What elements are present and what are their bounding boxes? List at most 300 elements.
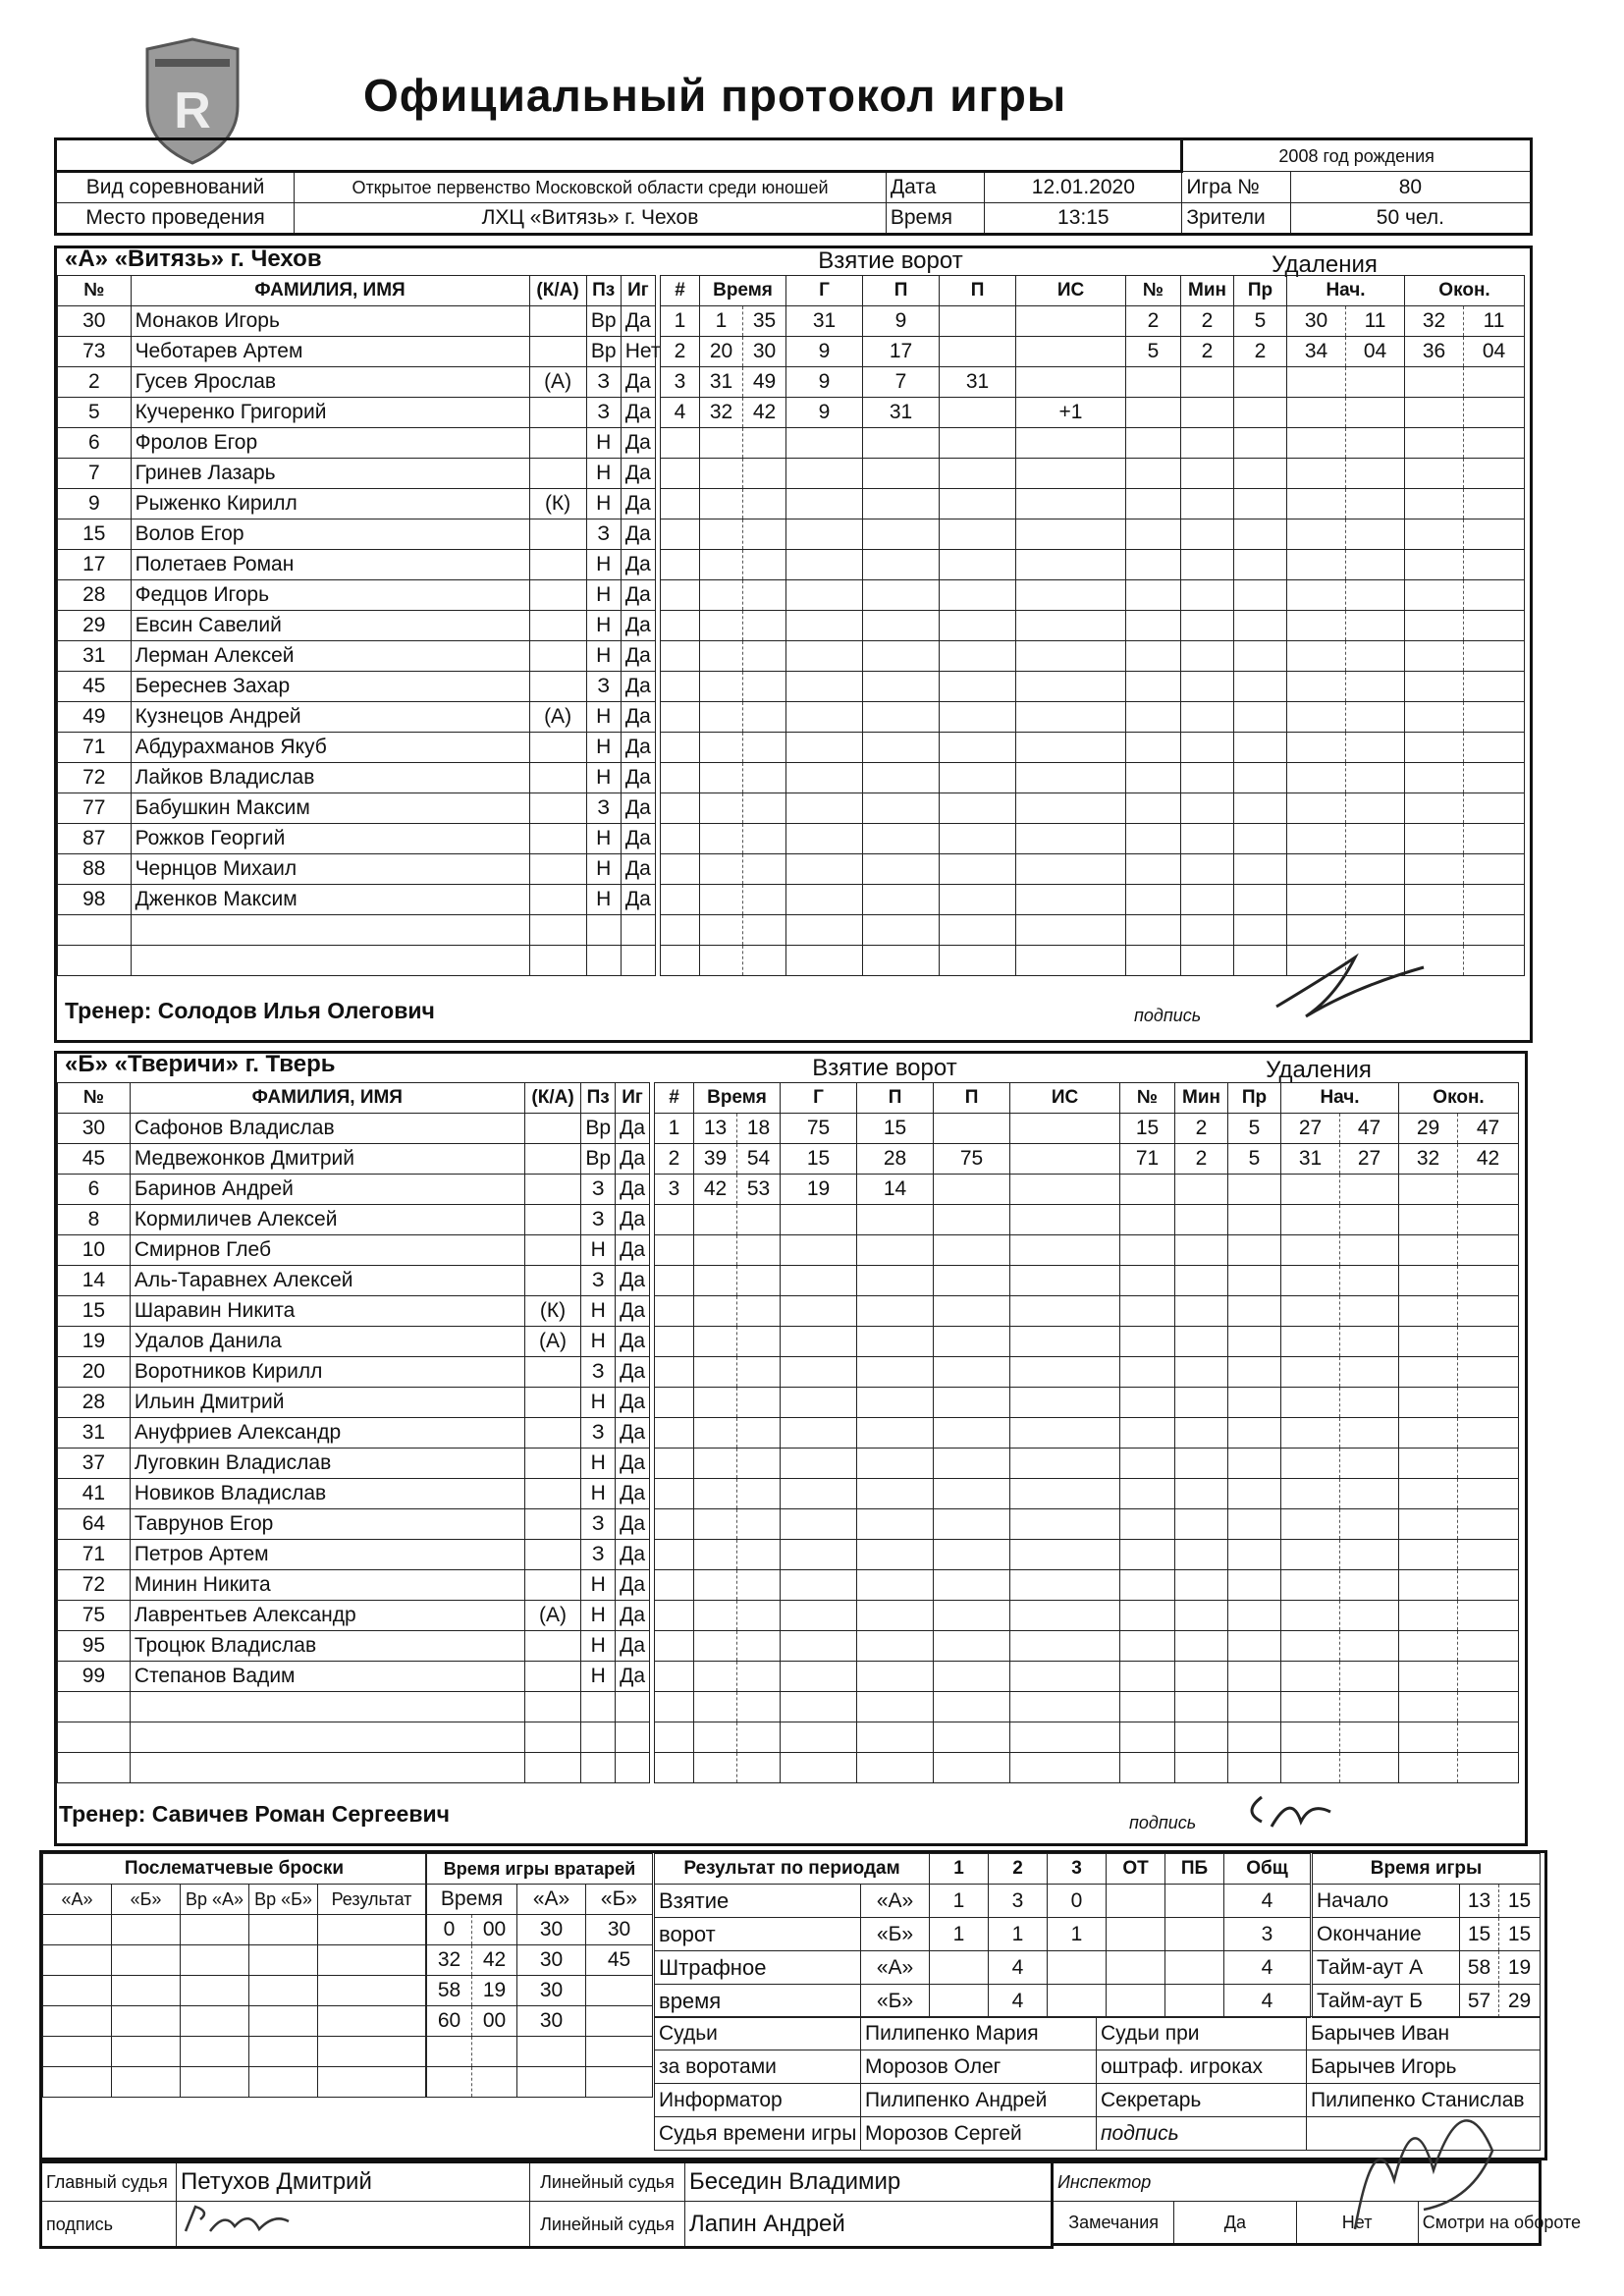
pen-player (1126, 885, 1181, 915)
goal-scorer (781, 1601, 857, 1631)
player-number: 75 (58, 1601, 131, 1631)
penalty-row (1120, 1631, 1519, 1662)
pen-start-min (1287, 428, 1346, 459)
goal-assist2 (940, 793, 1016, 824)
penalty-row (1126, 459, 1525, 489)
player-row (58, 398, 656, 428)
player-plays: Да (621, 550, 655, 580)
player-plays: Да (616, 1631, 650, 1662)
player-position: Н (586, 733, 621, 763)
pen-start-min (1287, 550, 1346, 580)
goal-situation (1010, 1449, 1120, 1479)
period-score: 1 (930, 1885, 989, 1918)
goal-number (661, 946, 700, 976)
shootout-col-header: «Б» (112, 1885, 181, 1915)
goal-assist2 (934, 1570, 1010, 1601)
penalty-row (1126, 885, 1525, 915)
period-score: 4 (989, 1985, 1048, 2018)
player-name: Аль-Таравнех Алексей (130, 1266, 524, 1296)
team-b-title: «Б» «Тверичи» г. Тверь (65, 1051, 336, 1077)
goal-number: 4 (661, 398, 700, 428)
player-role: (А) (524, 1327, 580, 1357)
player-number: 20 (58, 1357, 131, 1388)
goalie-time-cell (427, 2037, 472, 2067)
shootout-cell (181, 1915, 249, 1945)
player-plays: Да (616, 1388, 650, 1418)
penalty-row (1120, 1753, 1519, 1783)
shootout-cell (318, 1945, 426, 1976)
player-row (58, 672, 656, 702)
player-number: 28 (58, 580, 132, 611)
penalty-row (1120, 1144, 1519, 1175)
player-number: 45 (58, 1144, 131, 1175)
pen-minutes (1181, 489, 1234, 519)
player-role (529, 854, 586, 885)
goal-number (661, 733, 700, 763)
player-row (58, 1388, 650, 1418)
player-number (58, 1692, 131, 1722)
player-role (524, 1753, 580, 1783)
penalty-row (1126, 519, 1525, 550)
pen-player (1126, 459, 1181, 489)
official-cell: Судьи (655, 2017, 861, 2050)
goal-number (655, 1509, 694, 1540)
pen-end-sec (1464, 702, 1525, 733)
goal-number (661, 519, 700, 550)
player-role (529, 459, 586, 489)
pen-end-min (1399, 1722, 1458, 1753)
pen-reason-header: Пр (1228, 1083, 1281, 1114)
svg-text:R: R (174, 82, 211, 139)
goal-situation (1010, 1479, 1120, 1509)
player-row (58, 1601, 650, 1631)
player-role (529, 398, 586, 428)
pen-start-min: 31 (1281, 1144, 1340, 1175)
pen-player (1120, 1418, 1175, 1449)
goal-row (661, 306, 1126, 337)
goal-row (655, 1205, 1120, 1235)
goalie-time-col: Время (427, 1885, 517, 1915)
goal-second (743, 824, 786, 854)
pen-end-min (1399, 1570, 1458, 1601)
goal-assist2 (934, 1175, 1010, 1205)
pen-num-header: № (1126, 276, 1181, 306)
shootout-cell (318, 2006, 426, 2037)
shootout-cell (112, 2037, 181, 2067)
goal-number: 1 (661, 306, 700, 337)
goal-situation (1010, 1144, 1120, 1175)
game-time-cell: Окончание (1313, 1918, 1460, 1951)
pen-player (1120, 1570, 1175, 1601)
pen-start-sec: 47 (1340, 1114, 1399, 1144)
player-role (524, 1266, 580, 1296)
player-name: Кучеренко Григорий (131, 398, 529, 428)
team-b-goals-table (654, 1082, 1120, 1783)
pen-minutes (1175, 1479, 1228, 1509)
pen-end-min (1405, 428, 1464, 459)
goal-situation (1010, 1601, 1120, 1631)
pen-minutes: 2 (1181, 337, 1234, 367)
goal-situation (1010, 1266, 1120, 1296)
goal-situation (1016, 702, 1126, 733)
goal-row (661, 641, 1126, 672)
goal-assist1 (857, 1266, 934, 1296)
goal-assist2 (940, 611, 1016, 641)
pen-player (1126, 672, 1181, 702)
pen-start-sec (1346, 672, 1405, 702)
pen-start-sec (1340, 1235, 1399, 1266)
period-col-header: 3 (1048, 1854, 1107, 1885)
goal-minute (694, 1601, 737, 1631)
player-number: 9 (58, 489, 132, 519)
penalty-row (1120, 1388, 1519, 1418)
player-plays (616, 1692, 650, 1722)
goal-assist2 (940, 550, 1016, 580)
player-role (529, 611, 586, 641)
inspector-signature (1335, 2062, 1512, 2239)
pen-minutes (1175, 1692, 1228, 1722)
col-plays-header: Иг (616, 1083, 650, 1114)
period-team-label: «Б» (861, 1985, 930, 2018)
player-plays: Да (621, 398, 655, 428)
player-plays (621, 946, 655, 976)
pen-minutes (1181, 763, 1234, 793)
pen-player (1126, 733, 1181, 763)
shootout-cell (318, 2037, 426, 2067)
player-row (58, 1418, 650, 1449)
goal-second (737, 1753, 781, 1783)
pen-start-sec (1346, 641, 1405, 672)
col-ka-header: (К/А) (529, 276, 586, 306)
player-plays (616, 1722, 650, 1753)
pen-end-sec (1464, 550, 1525, 580)
goal-number (661, 702, 700, 733)
goal-row (655, 1662, 1120, 1692)
pen-minutes (1175, 1753, 1228, 1783)
goal-number (655, 1296, 694, 1327)
pen-reason (1228, 1631, 1281, 1662)
goalie-time-cell: 30 (517, 1945, 586, 1976)
goal-row (655, 1570, 1120, 1601)
player-role (524, 1449, 580, 1479)
goal-row (661, 367, 1126, 398)
player-position: З (586, 398, 621, 428)
player-row (58, 1540, 650, 1570)
goal-number (655, 1388, 694, 1418)
period-score: 3 (989, 1885, 1048, 1918)
goal-number (655, 1357, 694, 1388)
goal-row (655, 1114, 1120, 1144)
pen-minutes (1175, 1205, 1228, 1235)
penalty-row (1120, 1722, 1519, 1753)
goal-assist1 (857, 1205, 934, 1235)
player-number: 10 (58, 1235, 131, 1266)
pen-player (1120, 1449, 1175, 1479)
pen-start-min (1281, 1296, 1340, 1327)
player-role (529, 672, 586, 702)
game-label: Игра № (1182, 172, 1291, 203)
goal-scorer (781, 1692, 857, 1722)
player-role (524, 1722, 580, 1753)
player-position: З (581, 1175, 616, 1205)
goal-assist2 (934, 1692, 1010, 1722)
linesman1-name: Беседин Владимир (685, 2162, 1053, 2202)
player-name: Луговкин Владислав (130, 1449, 524, 1479)
pen-minutes (1181, 519, 1234, 550)
goal-assist2 (934, 1509, 1010, 1540)
player-name: Абдурахманов Якуб (131, 733, 529, 763)
pen-reason (1228, 1266, 1281, 1296)
penalty-row (1126, 611, 1525, 641)
player-name: Береснев Захар (131, 672, 529, 702)
player-name: Евсин Савелий (131, 611, 529, 641)
player-number: 72 (58, 763, 132, 793)
pen-start-sec (1346, 854, 1405, 885)
goal-row (661, 398, 1126, 428)
goal-minute (694, 1570, 737, 1601)
goal-scorer (786, 885, 863, 915)
pen-start-min (1281, 1205, 1340, 1235)
player-row (58, 1235, 650, 1266)
pen-player (1126, 550, 1181, 580)
goal-row (661, 763, 1126, 793)
game-time-cell: 57 (1460, 1985, 1499, 2018)
goalie-b-col: «Б» (586, 1885, 653, 1915)
pen-player (1126, 824, 1181, 854)
goal-assist1 (857, 1479, 934, 1509)
goal-minute (694, 1662, 737, 1692)
player-row (58, 1509, 650, 1540)
goal-number (661, 885, 700, 915)
player-position: З (586, 672, 621, 702)
goal-row (655, 1175, 1120, 1205)
goalie-time-cell (517, 2037, 586, 2067)
pen-end-min (1399, 1327, 1458, 1357)
goal-situation (1010, 1753, 1120, 1783)
player-row (58, 367, 656, 398)
period-score (1165, 1951, 1224, 1985)
pen-reason (1228, 1296, 1281, 1327)
game-time-table (1312, 1853, 1541, 2018)
player-row (58, 1662, 650, 1692)
goal-scorer: 9 (786, 367, 863, 398)
goal-minute (694, 1205, 737, 1235)
game-time-cell: 15 (1499, 1918, 1541, 1951)
player-number: 72 (58, 1570, 131, 1601)
pen-end-min (1399, 1449, 1458, 1479)
shootout-cell (181, 1976, 249, 2006)
goal-number (661, 580, 700, 611)
pen-start-min (1287, 519, 1346, 550)
player-name: Петров Артем (130, 1540, 524, 1570)
goal-minute (700, 459, 743, 489)
goal-minute (694, 1449, 737, 1479)
shootout-cell (318, 2067, 426, 2098)
linesman2-label: Линейный судья (530, 2202, 685, 2248)
goal-assist1 (857, 1418, 934, 1449)
goal-number (655, 1540, 694, 1570)
pen-end-sec (1458, 1449, 1519, 1479)
pen-player (1126, 854, 1181, 885)
goal-assist1 (857, 1296, 934, 1327)
player-row (58, 1175, 650, 1205)
goal-row (655, 1479, 1120, 1509)
shootout-cell (249, 2037, 318, 2067)
goal-situation (1010, 1570, 1120, 1601)
pen-start-min (1281, 1601, 1340, 1631)
player-row (58, 946, 656, 976)
pen-end-min (1405, 672, 1464, 702)
team-a-coach: Тренер: Солодов Илья Олегович (65, 998, 435, 1023)
player-role (529, 793, 586, 824)
player-number (58, 946, 132, 976)
team-b-signature-label: подпись (1129, 1813, 1197, 1832)
penalty-row (1120, 1479, 1519, 1509)
pen-player: 15 (1120, 1114, 1175, 1144)
official-cell: Судья времени игры (655, 2117, 861, 2151)
goal-assist1 (863, 854, 940, 885)
goal-situation (1010, 1662, 1120, 1692)
player-row (58, 1692, 650, 1722)
goal-scorer (781, 1509, 857, 1540)
pen-start-min (1287, 793, 1346, 824)
pen-start-sec (1340, 1479, 1399, 1509)
player-number: 15 (58, 519, 132, 550)
player-name: Монаков Игорь (131, 306, 529, 337)
goal-minute (700, 580, 743, 611)
pen-start-sec (1346, 367, 1405, 398)
pen-minutes (1181, 733, 1234, 763)
player-plays: Да (621, 519, 655, 550)
goal-second (743, 793, 786, 824)
col-plays-header: Иг (621, 276, 655, 306)
goal-situation (1010, 1692, 1120, 1722)
game-time-cell: Начало (1313, 1885, 1460, 1918)
linesman1-label: Линейный судья (530, 2162, 685, 2202)
goal-second (737, 1509, 781, 1540)
player-plays: Да (621, 306, 655, 337)
goal-row (655, 1144, 1120, 1175)
player-plays (616, 1753, 650, 1783)
goal-assist1 (863, 885, 940, 915)
goal-scorer (786, 915, 863, 946)
pen-minutes (1181, 672, 1234, 702)
goal-scorer (781, 1388, 857, 1418)
player-plays: Да (616, 1662, 650, 1692)
pen-start-sec (1340, 1601, 1399, 1631)
goal-number (655, 1570, 694, 1601)
shootout-cell (318, 1976, 426, 2006)
pen-end-min: 29 (1399, 1114, 1458, 1144)
goal-situation (1016, 824, 1126, 854)
goal-assist2 (934, 1631, 1010, 1662)
pen-start-sec (1340, 1388, 1399, 1418)
penalty-row (1126, 489, 1525, 519)
player-name: Лаврентьев Александр (130, 1601, 524, 1631)
pen-start-sec (1346, 580, 1405, 611)
pen-reason (1228, 1479, 1281, 1509)
player-number: 99 (58, 1662, 131, 1692)
goal-row (661, 519, 1126, 550)
goal-minute (700, 550, 743, 580)
player-position: Н (586, 885, 621, 915)
player-plays: Да (621, 702, 655, 733)
goal-minute (700, 611, 743, 641)
goal-situation (1016, 641, 1126, 672)
player-plays: Да (621, 367, 655, 398)
penalty-row (1126, 550, 1525, 580)
date: 12.01.2020 (985, 172, 1182, 203)
pen-end-sec (1458, 1570, 1519, 1601)
pen-reason (1234, 763, 1287, 793)
pen-start-min: 34 (1287, 337, 1346, 367)
goal-assist1 (857, 1540, 934, 1570)
player-position: Н (586, 550, 621, 580)
player-number: 7 (58, 459, 132, 489)
period-score (1107, 1885, 1165, 1918)
player-number: 95 (58, 1631, 131, 1662)
pen-reason (1234, 367, 1287, 398)
pen-end-min: 32 (1399, 1144, 1458, 1175)
goal-row (661, 733, 1126, 763)
goal-number (655, 1601, 694, 1631)
pen-end-min (1405, 763, 1464, 793)
player-role: (К) (529, 489, 586, 519)
goal-row (661, 672, 1126, 702)
penalty-row (1126, 702, 1525, 733)
penalty-row (1120, 1357, 1519, 1388)
goal-scorer (786, 824, 863, 854)
goal-second (743, 854, 786, 885)
goal-minute (700, 824, 743, 854)
pen-player (1120, 1509, 1175, 1540)
pen-start-header: Нач. (1281, 1083, 1399, 1114)
pen-end-sec (1464, 580, 1525, 611)
goalie-time-cell: 30 (517, 1976, 586, 2006)
goal-row (655, 1509, 1120, 1540)
pen-end-sec (1458, 1540, 1519, 1570)
player-plays: Да (621, 854, 655, 885)
player-plays: Да (621, 885, 655, 915)
goal-scorer (781, 1449, 857, 1479)
pen-start-sec (1346, 398, 1405, 428)
goal-second (737, 1357, 781, 1388)
pen-reason-header: Пр (1234, 276, 1287, 306)
period-col-header: ОТ (1107, 1854, 1165, 1885)
pen-end-sec (1464, 854, 1525, 885)
goal-minute (694, 1631, 737, 1662)
goal-situation (1016, 428, 1126, 459)
goal-num-header: # (661, 276, 700, 306)
goal-second (743, 763, 786, 793)
pen-start-sec: 27 (1340, 1144, 1399, 1175)
pen-start-sec (1346, 885, 1405, 915)
player-position: Вр (581, 1144, 616, 1175)
shootout-cell (181, 2067, 249, 2098)
pen-minutes (1181, 459, 1234, 489)
player-position: З (581, 1266, 616, 1296)
goal-assist2 (934, 1479, 1010, 1509)
player-number: 31 (58, 641, 132, 672)
player-name: Лерман Алексей (131, 641, 529, 672)
pen-start-min (1287, 367, 1346, 398)
pen-end-min (1399, 1692, 1458, 1722)
goal-minute (700, 733, 743, 763)
pen-end-min (1405, 793, 1464, 824)
player-number (58, 1722, 131, 1753)
goalie-time-cell: 32 (427, 1945, 472, 1976)
pen-minutes (1181, 946, 1234, 976)
